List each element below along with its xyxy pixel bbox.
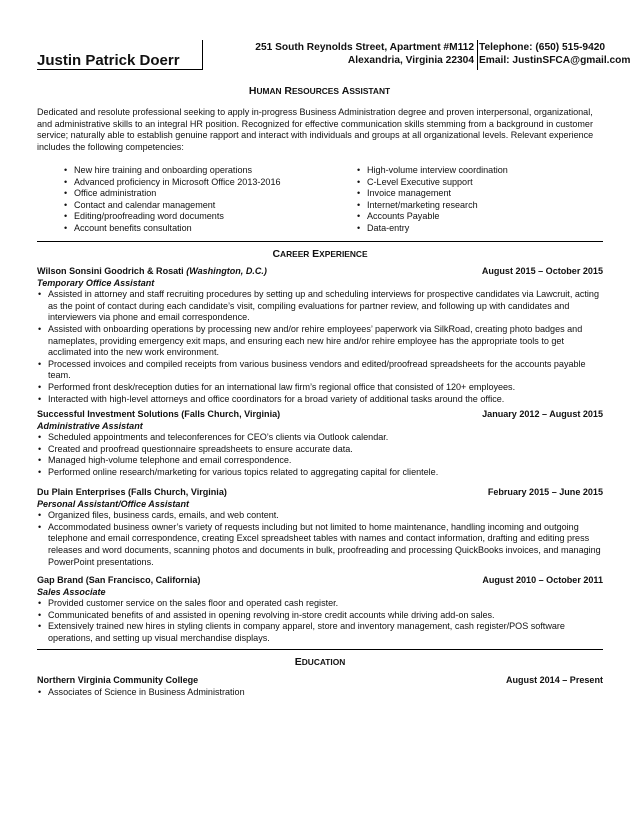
competency-item: • High-volume interview coordination: [357, 165, 508, 177]
job-company: [37, 266, 267, 278]
job-dates: August 2010 – October 2011: [482, 575, 603, 585]
job-company: Gap Brand (San Francisco, California): [37, 575, 201, 585]
job-bullets: [37, 432, 603, 478]
resume-header: [37, 38, 631, 72]
title-initial: H: [248, 85, 257, 97]
contact-block: [479, 41, 631, 67]
competency-item: • Editing/proofreading word documents: [64, 211, 281, 223]
competency-item: • Account benefits consultation: [64, 223, 281, 235]
job-header: [37, 575, 603, 587]
competency-item: • C-Level Executive support: [357, 177, 508, 189]
job-entry: [37, 409, 603, 479]
job-bullet: • Processed invoices and compiled receipts from various business vendors and edited/proofread spreadsheets for the accounts payable team.: [37, 359, 603, 382]
education-bullet: • Associates of Science in Business Administration: [37, 687, 603, 699]
company-name: Wilson Sonsini Goodrich & Rosati: [37, 266, 184, 276]
job-bullet: • Extensively trained new hires in styling clients in company apparel, store and inventory management, cash register/POS software operations, and setting up visual merchandise displays.: [37, 621, 603, 644]
heading-initial: C: [272, 248, 281, 260]
address-block: [205, 41, 474, 67]
competency-item: • Contact and calendar management: [64, 200, 281, 212]
address-line-1: 251 South Reynolds Street, Apartment #M112: [255, 42, 474, 53]
job-dates: February 2015 – June 2015: [487, 487, 603, 497]
career-experience-heading: [37, 248, 603, 261]
education-bullets: [37, 687, 603, 699]
job-bullet: • Provided customer service on the sales floor and operated cash register.: [37, 598, 603, 610]
professional-summary: Dedicated and resolute professional seeking to apply in-progress Business Administration degree and proven interpersonal, organizational, and administrative skills to an integral HR position. Recognized for effective communication skills stemming from a background in customer service; naturally able to establish genuine rapport and interact with individuals and groups at all organizational levels. Relevant experience includes the following competencies:: [37, 107, 594, 152]
heading-rest: AREER: [280, 249, 310, 259]
competency-item: • Advanced proficiency in Microsoft Office 2013-2016: [64, 177, 281, 189]
competency-item: • Accounts Payable: [357, 211, 508, 223]
job-bullet: • Managed high-volume telephone and email correspondence.: [37, 455, 603, 467]
job-dates: August 2015 – October 2015: [481, 266, 603, 276]
title-rest: UMAN: [256, 86, 282, 96]
title-rest: SSISTANT: [349, 86, 391, 96]
job-header: [37, 409, 603, 421]
job-header: [37, 266, 603, 278]
competency-item: • Internet/marketing research: [357, 200, 508, 212]
job-role: Temporary Office Assistant: [37, 277, 155, 288]
heading-initial: E: [294, 656, 302, 668]
job-bullets: [37, 510, 603, 568]
job-role: Administrative Assistant: [37, 420, 143, 431]
job-role: Sales Associate: [37, 586, 106, 597]
job-bullet: • Communicated benefits of and assisted in opening revolving in-store credit accounts while driving add-on sales.: [37, 610, 603, 622]
title-rest: ESOURCES: [291, 86, 339, 96]
education-entry: [37, 675, 603, 698]
job-role: Personal Assistant/Office Assistant: [37, 498, 190, 509]
job-entry: [37, 266, 603, 405]
job-dates: January 2012 – August 2015: [482, 409, 603, 419]
title-initial: R: [284, 85, 292, 97]
job-bullet: • Interacted with high-level attorneys and office coordinators for a broad variety of additional tasks around the office.: [37, 394, 603, 406]
header-divider: [477, 40, 478, 70]
section-divider: [37, 649, 603, 650]
job-bullet: • Created and proofread questionnaire spreadsheets to ensure accurate data.: [37, 444, 603, 456]
job-entry: [37, 487, 603, 568]
heading-rest: DUCATION: [301, 657, 346, 667]
title-initial: A: [341, 85, 350, 97]
job-bullets: [37, 598, 603, 644]
job-company: Du Plain Enterprises (Falls Church, Virginia): [37, 487, 227, 497]
header-divider: [202, 40, 203, 70]
job-bullet: • Performed front desk/reception duties for an international law firm’s regional office that consisted of 120+ employees.: [37, 382, 603, 394]
job-bullet: • Assisted with onboarding operations by processing new and/or rehire employees’ paperwork via SilkRoad, creating photo badges and nameplates, providing emergency exit maps, and ensuring each new hire and/or rehire employee has the appropriate tools to get acclimated into the new work environment.: [37, 324, 603, 359]
address-line-2: Alexandria, Virginia 22304: [347, 55, 474, 66]
heading-rest: XPERIENCE: [319, 249, 368, 259]
job-bullet: • Performed online research/marketing for various topics related to aggregating capital for clientele.: [37, 467, 603, 479]
section-divider: [37, 241, 603, 242]
education-dates: August 2014 – Present: [505, 675, 603, 685]
competency-item: • New hire training and onboarding operations: [64, 165, 281, 177]
email-address: Email: JustinSFCA@gmail.com: [479, 55, 631, 66]
phone-number: Telephone: (650) 515-9420: [479, 42, 606, 53]
school-name: Northern Virginia Community College: [37, 675, 199, 685]
education-heading: [37, 656, 603, 669]
competency-item: • Office administration: [64, 188, 281, 200]
competency-item: • Invoice management: [357, 188, 508, 200]
resume-title: [37, 85, 602, 98]
job-bullet: • Organized files, business cards, emails, and web content.: [37, 510, 603, 522]
job-company: Successful Investment Solutions (Falls Church, Virginia): [37, 409, 281, 419]
job-entry: [37, 575, 603, 645]
job-bullet: • Accommodated business owner’s variety of requests including but not limited to home maintenance, handling incoming and outgoing telephone and email correspondence, creating Excel spreadsheet tables with names and contact information, drafting and editing press releases and word documents, scanning photos and documents in bulk, proofreading and processing QuickBooks invoices, and managing PowerPoint presentations.: [37, 522, 603, 568]
job-bullet: • Assisted in attorney and staff recruiting procedures by setting up and scheduling interviews for prospective candidates via Lawcruit, acting as the point of contact during each candidate’s visit, compiling evaluations for partner review, and following up with candidates and interviewers via phone and email correspondence.: [37, 289, 603, 324]
job-header: [37, 487, 603, 499]
company-location: (Washington, D.C.): [186, 266, 267, 276]
heading-initial: E: [312, 248, 320, 260]
competency-item: • Data-entry: [357, 223, 508, 235]
education-header: [37, 675, 603, 687]
job-bullets: [37, 289, 603, 405]
job-bullet: • Scheduled appointments and teleconferences for CEO’s clients via Outlook calendar.: [37, 432, 603, 444]
competencies-right-list: [357, 165, 508, 235]
candidate-name: Justin Patrick Doerr: [37, 38, 202, 70]
competencies-left-list: [64, 165, 281, 235]
